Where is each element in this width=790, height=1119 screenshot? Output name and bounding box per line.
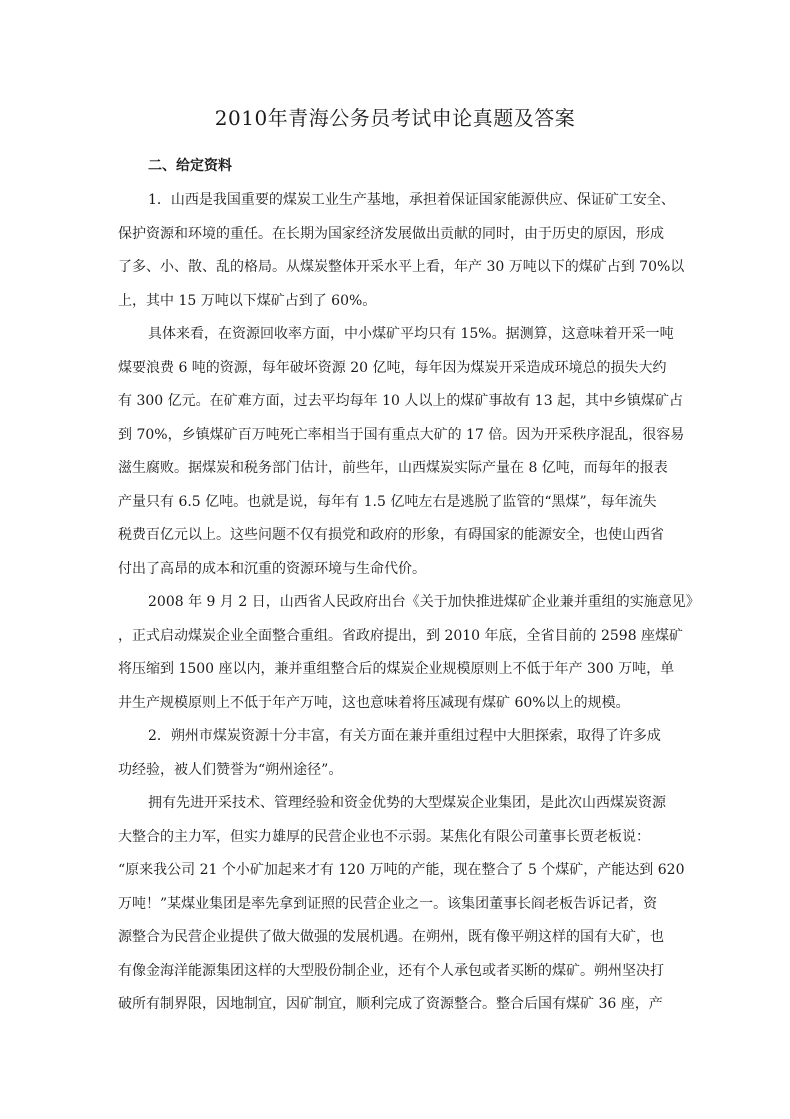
paragraph-line: 2008 年 9 月 2 日，山西省人民政府出台《关于加快推进煤矿企业兼并重组的实施意见》 bbox=[148, 594, 700, 610]
paragraph-line: 功经验，被人们赞誉为“朔州途径”。 bbox=[118, 761, 343, 778]
paragraph-line: 井生产规模原则上不低于年产万吨，这也意味着将压减现有煤矿 60%以上的规模。 bbox=[118, 694, 630, 711]
paragraph-line: 税费百亿元以上。这些问题不仅有损党和政府的形象，有碍国家的能源安全，也使山西省 bbox=[118, 527, 664, 543]
document-body bbox=[118, 184, 700, 1022]
paragraph-line: 保护资源和环境的重任。在长期为国家经济发展做出贡献的同时，由于历史的原因，形成 bbox=[118, 225, 664, 242]
paragraph-line: 2．朔州市煤炭资源十分丰富，有关方面在兼并重组过程中大胆探索，取得了许多成 bbox=[148, 728, 661, 744]
paragraph-line: 煤要浪费 6 吨的资源，每年破坏资源 20 亿吨，每年因为煤炭开采造成环境总的损失大约 bbox=[118, 359, 667, 376]
paragraph-2 bbox=[118, 318, 685, 586]
paragraph-line: 将压缩到 1500 座以内，兼并重组整合后的煤炭企业规模原则上不低于年产 300 万吨，单 bbox=[118, 661, 675, 677]
paragraph-line: 万吨！”某煤业集团是率先拿到证照的民营企业之一。该集团董事长阎老板告诉记者，资 bbox=[118, 895, 658, 912]
paragraph-line: 有像金海洋能源集团这样的大型股份制企业，还有个人承包或者买断的煤矿。朔州坚决打 bbox=[118, 962, 664, 979]
paragraph-line: “原来我公司 21 个小矿加起来才有 120 万吨的产能，现在整合了 5 个煤矿，产能达到 620 bbox=[118, 862, 685, 878]
paragraph-line: 产量只有 6.5 亿吨。也就是说，每年有 1.5 亿吨左右是逃脱了监管的“黑煤”，每年流失 bbox=[118, 493, 657, 510]
paragraph-line: 滋生腐败。据煤炭和税务部门估计，前些年，山西煤炭实际产量在 8 亿吨，而每年的报表 bbox=[118, 460, 668, 476]
paragraph-line: 付出了高昂的成本和沉重的资源环境与生命代价。 bbox=[118, 560, 426, 577]
paragraph-line: 上，其中 15 万吨以下煤矿占到了 60%。 bbox=[118, 292, 377, 309]
paragraph-line: ，正式启动煤炭企业全面整合重组。省政府提出，到 2010 年底，全省目前的 2598 座煤矿 bbox=[118, 627, 684, 644]
paragraph-line: 1．山西是我国重要的煤炭工业生产基地，承担着保证国家能源供应、保证矿工安全、 bbox=[148, 192, 675, 208]
paragraph-3 bbox=[118, 586, 700, 720]
paragraph-4 bbox=[118, 720, 678, 787]
paragraph-line: 破所有制界限，因地制宜，因矿制宜，顺利完成了资源整合。整合后国有煤矿 36 座，产 bbox=[118, 996, 663, 1012]
paragraph-line: 拥有先进开采技术、管理经验和资金优势的大型煤炭企业集团，是此次山西煤炭资源 bbox=[148, 795, 666, 811]
paragraph-line: 了多、小、散、乱的格局。从煤炭整体开采水平上看，年产 30 万吨以下的煤矿占到 70%以 bbox=[118, 259, 685, 275]
paragraph-line: 具体来看，在资源回收率方面，中小煤矿平均只有 15%。据测算，这意味着开采一吨 bbox=[148, 326, 674, 342]
section-heading: 二、给定资料 bbox=[148, 158, 232, 174]
paragraph-line: 到 70%，乡镇煤矿百万吨死亡率相当于国有重点大矿的 17 倍。因为开采秩序混乱，很容易 bbox=[118, 426, 685, 443]
paragraph-line: 源整合为民营企业提供了做大做强的发展机遇。在朔州，既有像平朔这样的国有大矿，也 bbox=[118, 929, 664, 945]
paragraph-line: 有 300 亿元。在矿难方面，过去平均每年 10 人以上的煤矿事故有 13 起，其中乡镇煤矿占 bbox=[118, 393, 684, 409]
paragraph-line: 大整合的主力军，但实力雄厚的民营企业也不示弱。某焦化有限公司董事长贾老板说： bbox=[118, 828, 650, 845]
paragraph-5 bbox=[118, 787, 685, 1022]
document-title: 2010年青海公务员考试申论真题及答案 bbox=[214, 106, 576, 130]
paragraph-1 bbox=[118, 184, 685, 318]
